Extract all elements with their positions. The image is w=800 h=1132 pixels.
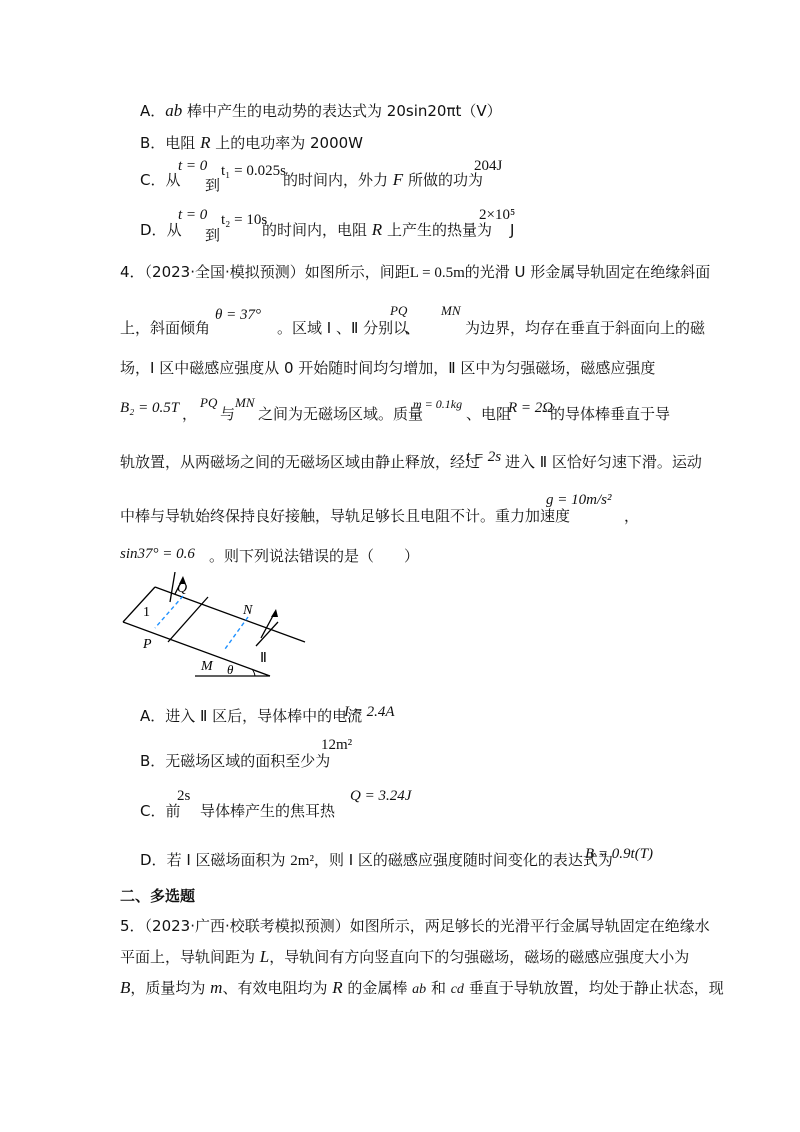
- q3-option-b: B．电阻 R 上的电功率为 2000W: [140, 133, 364, 152]
- q3-option-a: A．ab 棒中产生的电动势的表达式为 20sin20πt（V）: [140, 101, 502, 120]
- figure-label-p: P: [143, 637, 152, 652]
- figure-label-1: 1: [143, 605, 150, 620]
- figure-label-ii: Ⅱ: [260, 651, 267, 666]
- figure-label-theta: θ: [227, 662, 234, 677]
- incline-rail-figure: [115, 572, 315, 682]
- figure-label-q: Q: [177, 581, 188, 596]
- section-title: 二、多选题: [120, 887, 196, 905]
- figure-label-m: M: [201, 659, 213, 674]
- figure-label-n: N: [243, 603, 253, 618]
